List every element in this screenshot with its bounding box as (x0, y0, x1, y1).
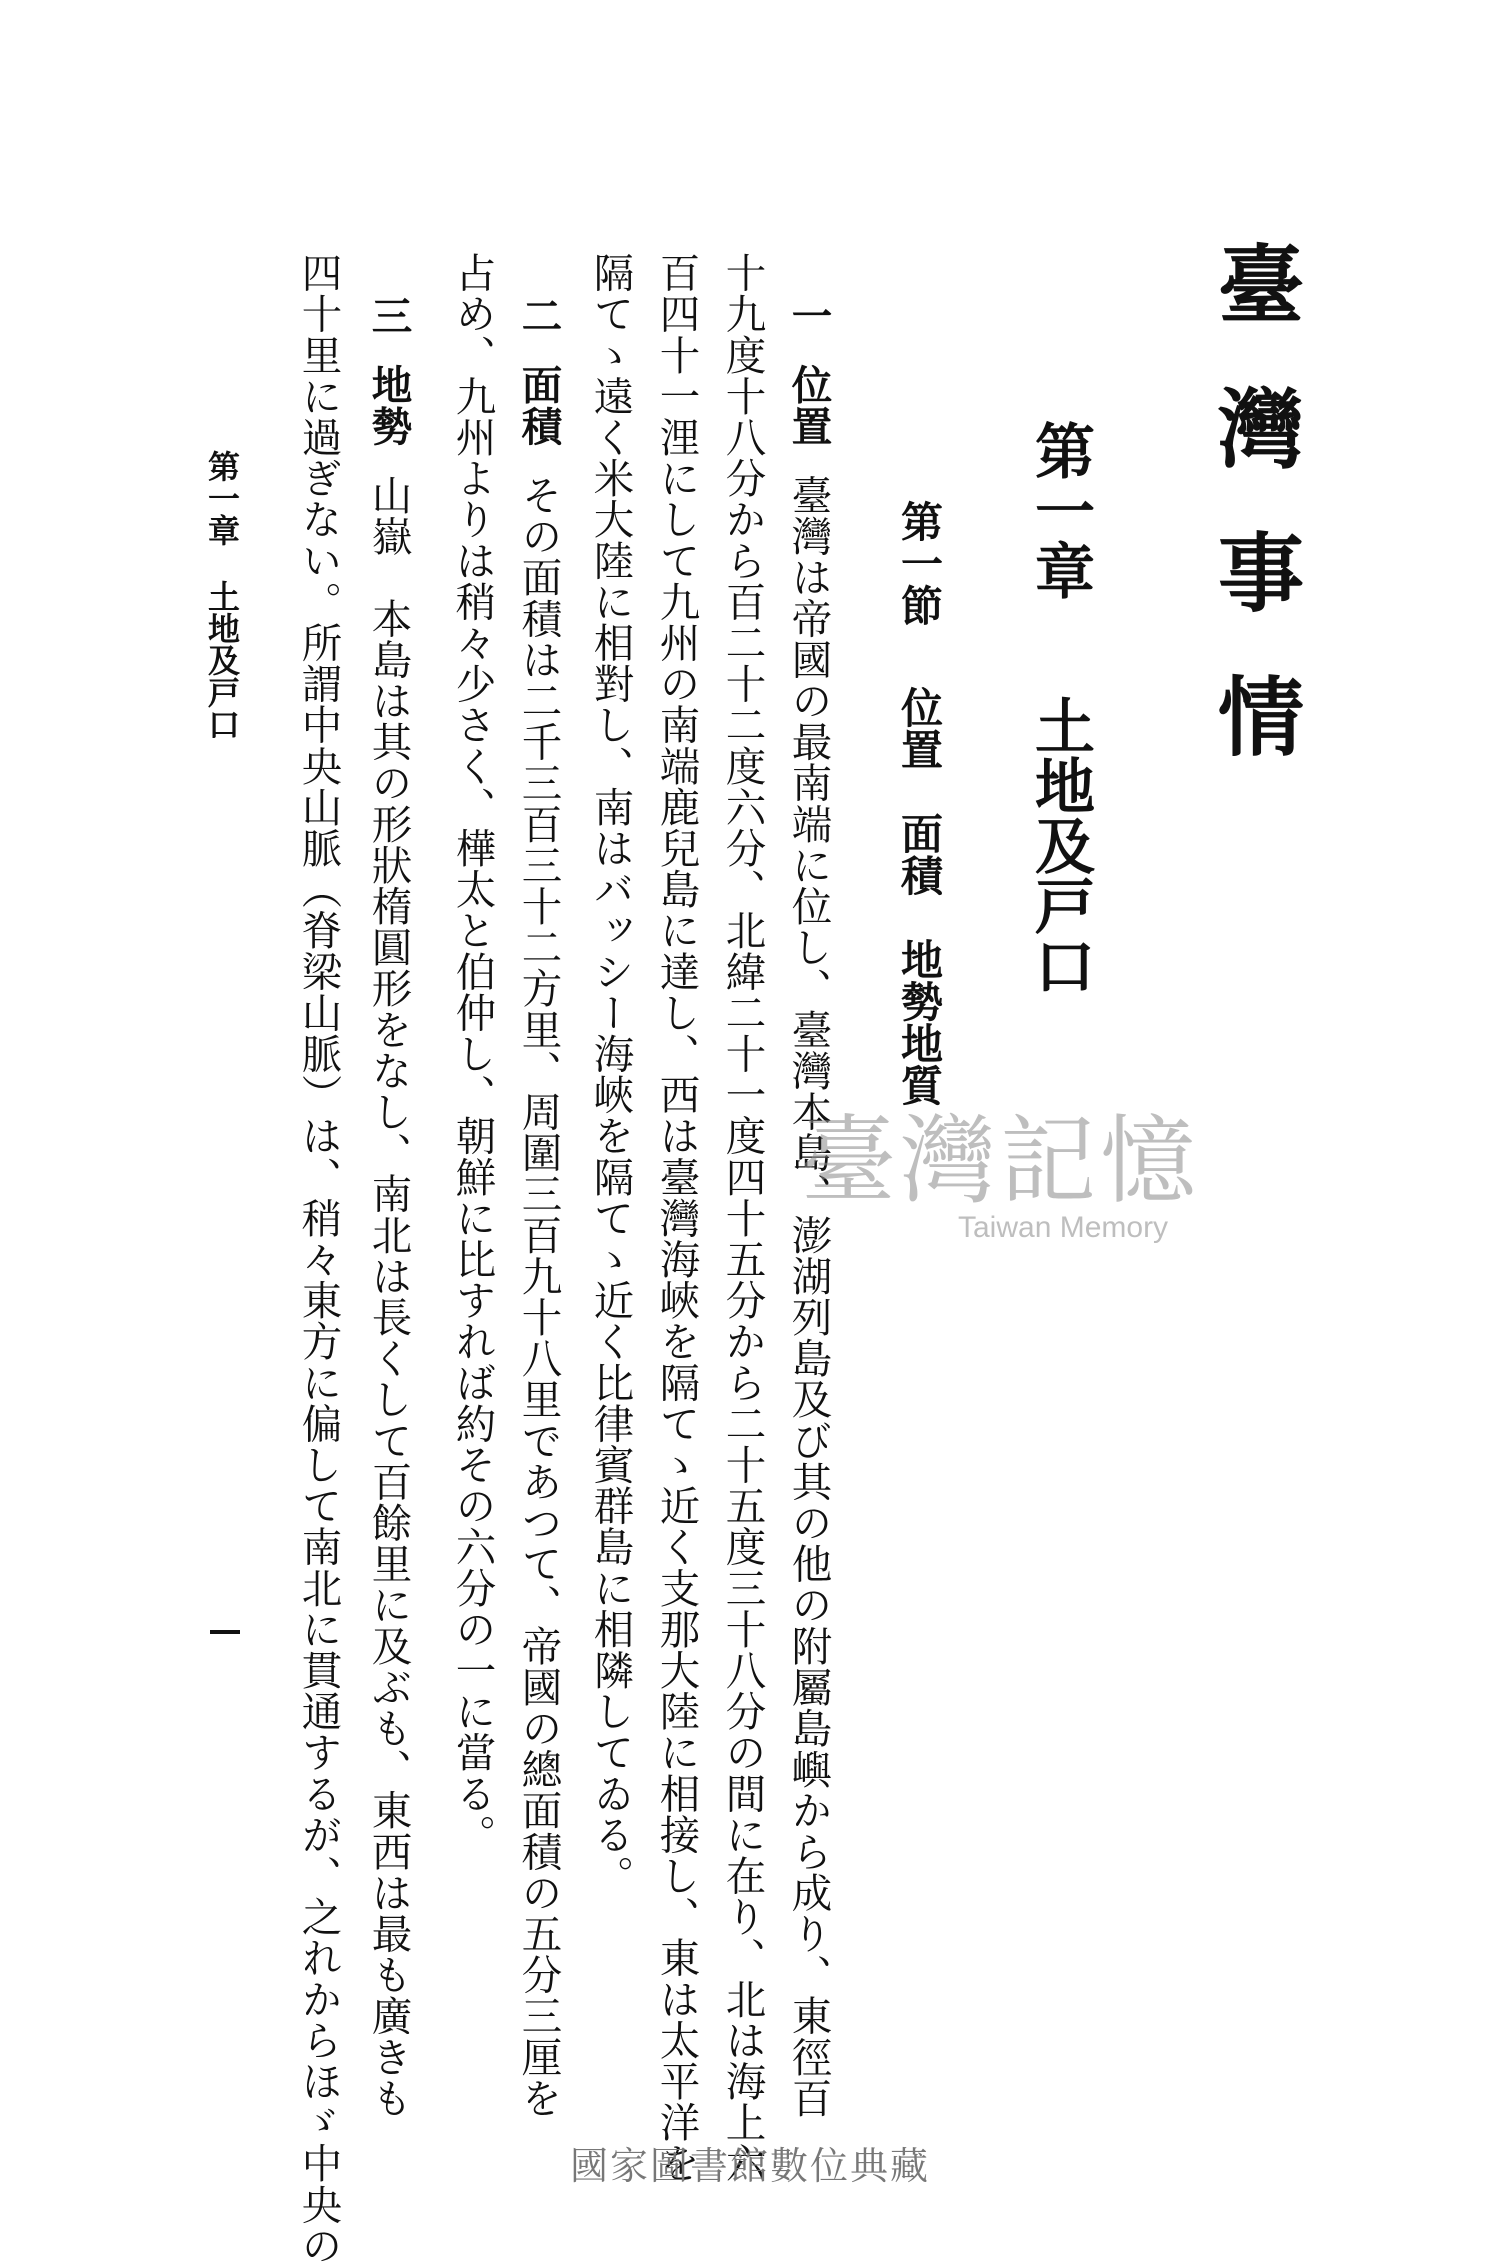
chapter-heading (1025, 420, 1095, 995)
running-head-title: 土地及戸口 (203, 580, 241, 740)
page-number (210, 1630, 240, 1634)
paragraph-3-line-2: 四十里に過ぎない。所謂中央山脈（脊梁山脈）は、稍々東方に偏して南北に貫通するが、之れからほゞ中央の (294, 252, 343, 2266)
paragraph-3-line-1: 山嶽 本島は其の形狀楕圓形をなし、南北は長くして百餘里に及ぶも、東西は最も廣きも (364, 474, 413, 2119)
paragraph-1-line-3: 百四十一浬にして九州の南端鹿兒島に達し、西は臺灣海峽を隔てゝ近く支那大陸に相接し、東は太平洋を (652, 252, 701, 2184)
library-footer: 國家圖書館數位典藏 (569, 2146, 930, 2188)
paragraph-1-line-1: 臺灣は帝國の最南端に位し、臺灣本島、澎湖列島及び其の他の附屬島嶼から成り、東徑百 (784, 474, 833, 2119)
paragraph-3-number: 三 (364, 295, 413, 337)
paragraph-2-line-1: その面積は二千三百三十二方里、周圍三百九十八里であつて、帝國の總面積の五分三厘を (514, 474, 563, 2119)
paragraph-3-first-line (364, 295, 413, 2119)
paragraph-1-number: 一 (784, 295, 833, 337)
paragraph-2-label: 面積 (514, 364, 563, 447)
section-heading (895, 500, 944, 1106)
section-title: 位置 面積 地勢地質 (895, 686, 944, 1106)
paragraph-2-number: 二 (514, 295, 563, 337)
watermark-chinese: 臺灣記憶 (800, 1105, 1200, 1217)
paragraph-1-line-4: 隔てゝ遠く米大陸に相對し、南はバッシー海峽を隔てゝ近く比律賓群島に相隣してゐる。 (586, 252, 635, 1896)
section-number: 第一節 (895, 500, 944, 626)
paragraph-2-line-2: 占め、九州よりは稍々少さく、樺太と伯仲し、朝鮮に比すれば約その六分の一に當る。 (448, 252, 497, 1855)
paragraph-1-label: 位置 (784, 364, 833, 447)
paragraph-1-line-2: 十九度十八分から百二十二度六分、北緯二十一度四十五分から二十五度三十八分の間に在り、北は海上六 (718, 252, 767, 2184)
running-head-chapter: 第一章 (203, 450, 241, 546)
watermark-english: Taiwan Memory (958, 1211, 1169, 1244)
taiwan-memory-watermark (800, 1085, 1220, 1265)
paragraph-2-first-line (514, 295, 563, 2119)
chapter-title: 土地及戸口 (1025, 695, 1095, 995)
running-head (203, 450, 241, 740)
paragraph-3-label: 地勢 (364, 364, 413, 447)
chapter-number: 第一章 (1025, 420, 1095, 600)
book-title: 臺灣事情 (1203, 240, 1304, 816)
